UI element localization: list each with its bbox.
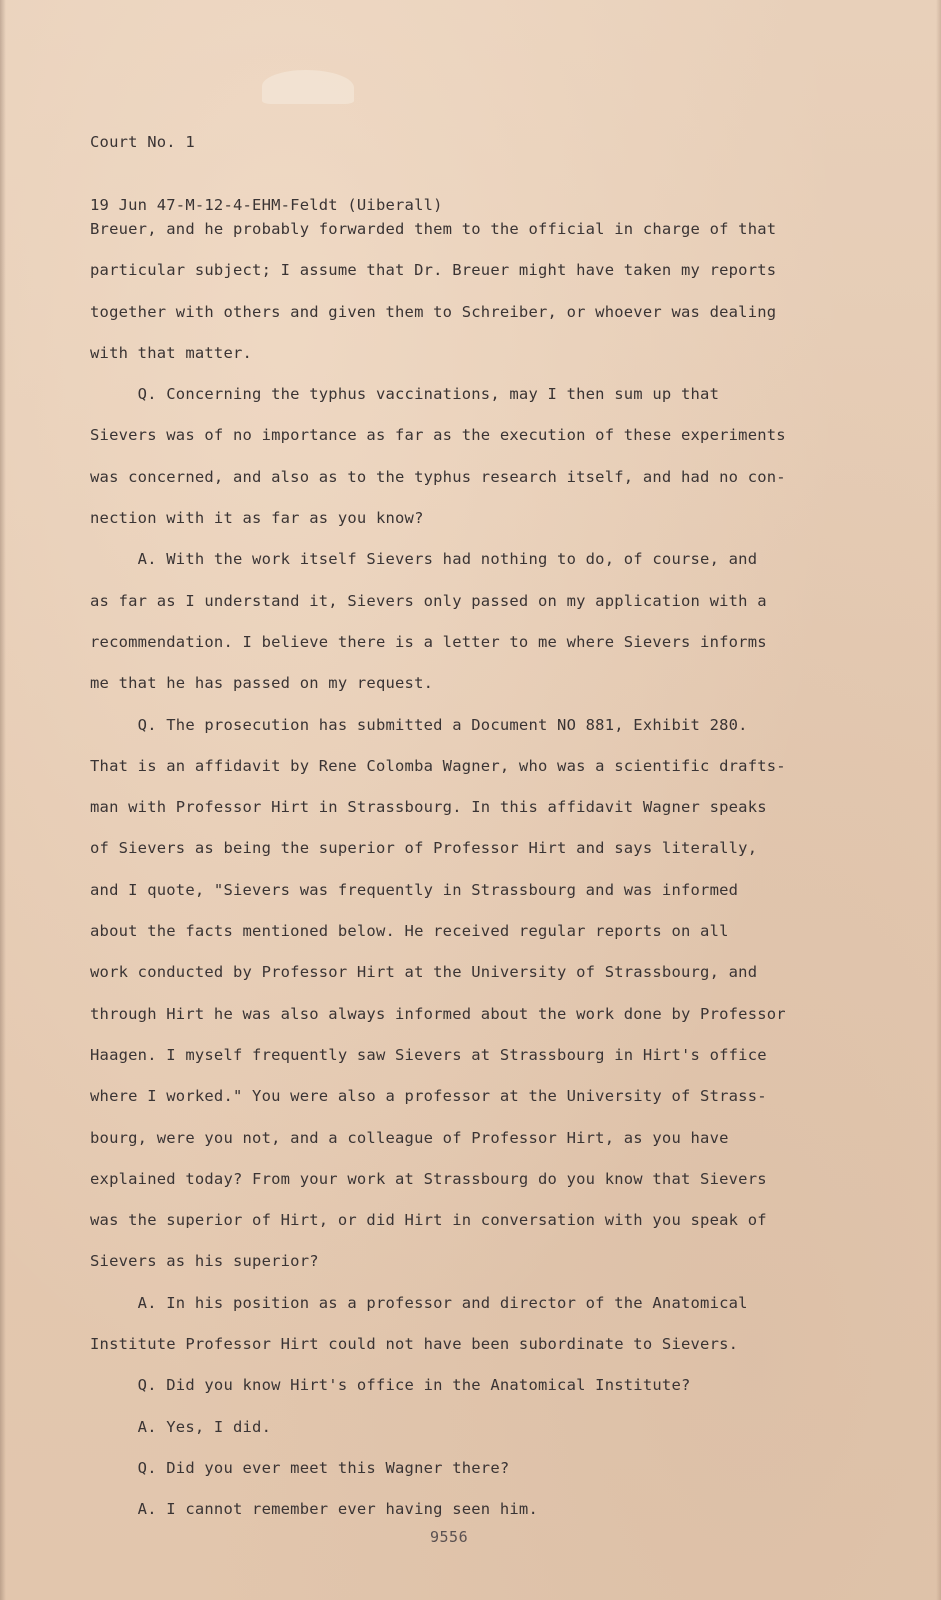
- transcript-line: Sievers was of no importance as far as the execution of these experiments: [90, 426, 786, 445]
- transcript-line: about the facts mentioned below. He received regular reports on all: [90, 922, 729, 941]
- court-line: Court No. 1: [90, 133, 195, 151]
- transcript-line: was concerned, and also as to the typhus research itself, and had no con-: [90, 467, 786, 486]
- transcript-line: That is an affidavit by Rene Colomba Wagner, who was a scientific drafts-: [90, 756, 786, 775]
- transcript-line: nection with it as far as you know?: [90, 509, 424, 528]
- transcript-line: and I quote, "Sievers was frequently in Strassbourg and was informed: [90, 880, 739, 899]
- page-number: 9556: [430, 1528, 469, 1546]
- paper-left-edge: [0, 0, 6, 1600]
- session-line: 19 Jun 47-M-12-4-EHM-Feldt (Uiberall): [90, 196, 443, 214]
- transcript-line: was the superior of Hirt, or did Hirt in conversation with you speak of: [90, 1211, 767, 1230]
- transcript-line: Q. Did you know Hirt's office in the Anatomical Institute?: [90, 1376, 691, 1395]
- transcript-line: A. In his position as a professor and director of the Anatomical: [90, 1293, 748, 1312]
- transcript-line: where I worked." You were also a professor at the University of Strass-: [90, 1087, 767, 1106]
- transcript-line: work conducted by Professor Hirt at the University of Strassbourg, and: [90, 963, 758, 982]
- transcript-line: particular subject; I assume that Dr. Breuer might have taken my reports: [90, 261, 777, 280]
- transcript-line: explained today? From your work at Strassbourg do you know that Sievers: [90, 1169, 767, 1188]
- transcript-line: as far as I understand it, Sievers only passed on my application with a: [90, 591, 767, 610]
- paper-right-edge: [936, 0, 941, 1600]
- transcript-line: Q. The prosecution has submitted a Document NO 881, Exhibit 280.: [90, 715, 748, 734]
- transcript-line: Sievers as his superior?: [90, 1252, 319, 1271]
- transcript-line: of Sievers as being the superior of Professor Hirt and says literally,: [90, 839, 758, 858]
- transcript-line: with that matter.: [90, 343, 253, 362]
- transcript-line: Haagen. I myself frequently saw Sievers at Strassbourg in Hirt's office: [90, 1045, 767, 1064]
- transcript-line: recommendation. I believe there is a letter to me where Sievers informs: [90, 632, 767, 651]
- transcript-line: A. I cannot remember ever having seen him.: [90, 1500, 538, 1519]
- transcript-line: through Hirt he was also always informed about the work done by Professor: [90, 1004, 786, 1023]
- transcript-line: Breuer, and he probably forwarded them to the official in charge of that: [90, 220, 777, 238]
- transcript-line: Institute Professor Hirt could not have been subordinate to Sievers.: [90, 1335, 739, 1354]
- transcript-line: together with others and given them to Schreiber, or whoever was dealing: [90, 302, 777, 321]
- transcript-line: me that he has passed on my request.: [90, 674, 434, 693]
- transcript-line: bourg, were you not, and a colleague of Professor Hirt, as you have: [90, 1128, 729, 1147]
- transcript-line: A. With the work itself Sievers had nothing to do, of course, and: [90, 550, 758, 569]
- transcript-line: A. Yes, I did.: [90, 1417, 272, 1436]
- transcript-line: Q. Did you ever meet this Wagner there?: [90, 1458, 510, 1477]
- transcript-line: man with Professor Hirt in Strassbourg. In this affidavit Wagner speaks: [90, 798, 767, 817]
- transcript-body: [90, 209, 850, 1531]
- transcript-line: Q. Concerning the typhus vaccinations, may I then sum up that: [90, 385, 720, 404]
